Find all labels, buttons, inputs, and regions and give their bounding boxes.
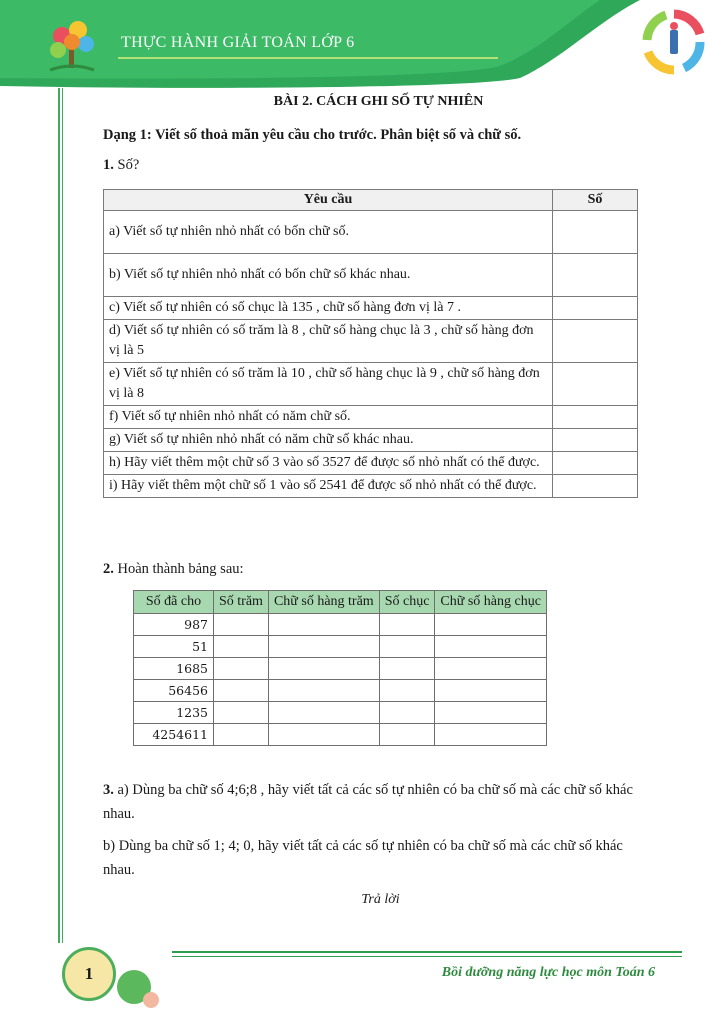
answer-cell[interactable] <box>553 452 638 475</box>
answer-cell[interactable] <box>553 297 638 320</box>
col-number: Số <box>553 190 638 211</box>
answer-cell[interactable] <box>268 658 379 680</box>
question-2-prompt: Hoàn thành bảng sau: <box>117 561 244 577</box>
row-c: c) Viết số tự nhiên có số chục là 135 , chữ số hàng đơn vị là 7 . <box>104 297 553 320</box>
answer-cell[interactable] <box>553 211 638 254</box>
school-logo-icon <box>640 8 708 76</box>
footer-series: Bồi dưỡng năng lực học môn Toán 6 <box>441 965 655 980</box>
question-3a-text: a) Dùng ba chữ số 4;6;8 , hãy viết tất cả các số tự nhiên có ba chữ số mà các chữ số khác nhau. <box>103 782 633 822</box>
given-number: 1685 <box>134 658 214 680</box>
question-1-number: 1. <box>103 157 114 173</box>
decorative-dot-small <box>143 992 159 1008</box>
header-hundreds-count: Số trăm <box>214 591 269 614</box>
answer-cell[interactable] <box>214 636 269 658</box>
answer-cell[interactable] <box>379 702 435 724</box>
question-3b: b) Dùng ba chữ số 1; 4; 0, hãy viết tất cả các số tự nhiên có ba chữ số mà các chữ số khác nhau. <box>103 838 623 878</box>
answer-cell[interactable] <box>553 363 638 406</box>
question-1 <box>103 157 139 174</box>
answer-cell[interactable] <box>214 614 269 636</box>
question-3a <box>103 778 658 826</box>
question-2-number: 2. <box>103 561 114 577</box>
row-i: i) Hãy viết thêm một chữ số 1 vào số 2541 để được số nhỏ nhất có thể được. <box>104 475 553 498</box>
margin-line-thin <box>62 88 63 943</box>
answer-cell[interactable] <box>214 702 269 724</box>
header-hundreds-digit: Chữ số hàng trăm <box>268 591 379 614</box>
answer-cell[interactable] <box>268 702 379 724</box>
answer-cell[interactable] <box>379 724 435 746</box>
row-f: f) Viết số tự nhiên nhỏ nhất có năm chữ số. <box>104 406 553 429</box>
page-number: 1 <box>62 947 116 1001</box>
answer-cell[interactable] <box>435 724 547 746</box>
header-banner <box>0 0 725 92</box>
row-g: g) Viết số tự nhiên nhỏ nhất có năm chữ số khác nhau. <box>104 429 553 452</box>
row-e: e) Viết số tự nhiên có số trăm là 10 , chữ số hàng chục là 9 , chữ số hàng đơn vị là 8 <box>104 363 553 406</box>
answer-cell[interactable] <box>214 724 269 746</box>
col-request: Yêu cầu <box>104 190 553 211</box>
answer-cell[interactable] <box>435 702 547 724</box>
answer-cell[interactable] <box>268 680 379 702</box>
answer-cell[interactable] <box>268 724 379 746</box>
question-1-prompt: Số? <box>117 157 140 173</box>
answer-cell[interactable] <box>435 680 547 702</box>
answer-cell[interactable] <box>214 680 269 702</box>
answer-cell[interactable] <box>268 614 379 636</box>
type-heading: Dạng 1: Viết số thoả mãn yêu cầu cho trước. Phân biệt số và chữ số. <box>103 127 522 143</box>
answer-cell[interactable] <box>379 658 435 680</box>
header-given-number: Số đã cho <box>134 591 214 614</box>
question-2-table <box>133 590 547 746</box>
question-2 <box>103 561 244 578</box>
given-number: 56456 <box>134 680 214 702</box>
answer-cell[interactable] <box>379 636 435 658</box>
lesson-title: BÀI 2. CÁCH GHI SỐ TỰ NHIÊN <box>273 94 484 109</box>
answer-cell[interactable] <box>379 680 435 702</box>
answer-cell[interactable] <box>435 658 547 680</box>
given-number: 51 <box>134 636 214 658</box>
row-d: d) Viết số tự nhiên có số trăm là 8 , chữ số hàng chục là 3 , chữ số hàng đơn vị là 5 <box>104 320 553 363</box>
answer-cell[interactable] <box>435 636 547 658</box>
given-number: 1235 <box>134 702 214 724</box>
answer-cell[interactable] <box>553 475 638 498</box>
tree-logo-icon <box>44 18 100 74</box>
answer-cell[interactable] <box>268 636 379 658</box>
margin-line <box>58 88 60 943</box>
row-b: b) Viết số tự nhiên nhỏ nhất có bốn chữ số khác nhau. <box>104 254 553 297</box>
header-title: THỰC HÀNH GIẢI TOÁN LỚP 6 <box>121 34 355 51</box>
answer-cell[interactable] <box>553 254 638 297</box>
row-a: a) Viết số tự nhiên nhỏ nhất có bốn chữ số. <box>104 211 553 254</box>
answer-cell[interactable] <box>553 320 638 363</box>
answer-label: Trả lời <box>361 892 400 907</box>
answer-cell[interactable] <box>553 406 638 429</box>
answer-cell[interactable] <box>214 658 269 680</box>
row-h: h) Hãy viết thêm một chữ số 3 vào số 3527 để được số nhỏ nhất có thể được. <box>104 452 553 475</box>
header-tens-count: Số chục <box>379 591 435 614</box>
header-tens-digit: Chữ số hàng chục <box>435 591 547 614</box>
answer-cell[interactable] <box>435 614 547 636</box>
answer-cell[interactable] <box>379 614 435 636</box>
question-3-number: 3. <box>103 782 114 798</box>
question-1-table <box>103 189 638 498</box>
footer-divider <box>172 951 682 960</box>
answer-cell[interactable] <box>553 429 638 452</box>
given-number: 987 <box>134 614 214 636</box>
given-number: 4254611 <box>134 724 214 746</box>
